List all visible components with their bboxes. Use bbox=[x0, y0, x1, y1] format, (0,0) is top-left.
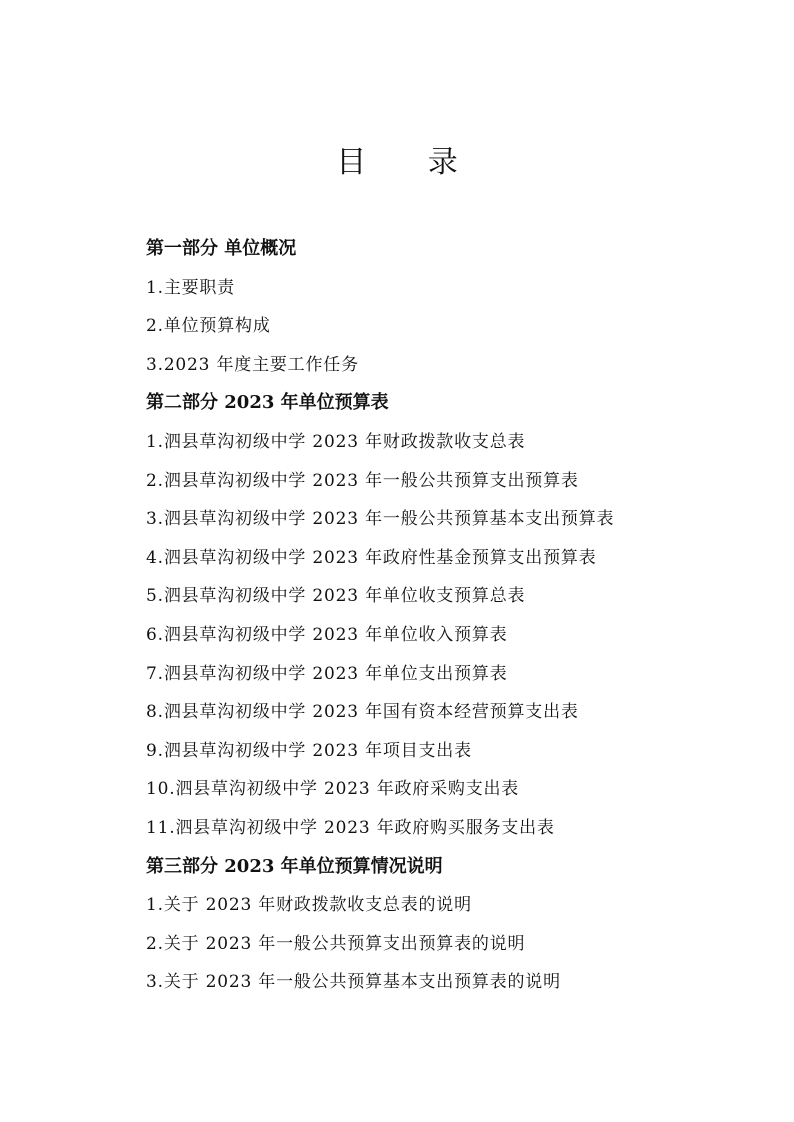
toc-entry[interactable]: 11.泗县草沟初级中学 2023 年政府购买服务支出表 bbox=[146, 817, 555, 838]
section-heading[interactable]: 第一部分 单位概况 bbox=[146, 238, 297, 259]
section-heading[interactable]: 第三部分 2023 年单位预算情况说明 bbox=[146, 855, 443, 877]
toc-entry[interactable]: 10.泗县草沟初级中学 2023 年政府采购支出表 bbox=[146, 779, 520, 800]
toc-section-part-one bbox=[146, 230, 766, 384]
page-title: 目 录 bbox=[336, 145, 484, 180]
toc-entry[interactable]: 2.单位预算构成 bbox=[146, 316, 271, 337]
toc-entry[interactable]: 8.泗县草沟初级中学 2023 年国有资本经营预算支出表 bbox=[146, 702, 579, 723]
toc-entry[interactable]: 1.关于 2023 年财政拨款收支总表的说明 bbox=[146, 895, 472, 916]
toc-entry[interactable]: 7.泗县草沟初级中学 2023 年单位支出预算表 bbox=[146, 663, 508, 684]
toc-entry[interactable]: 3.泗县草沟初级中学 2023 年一般公共预算基本支出预算表 bbox=[146, 509, 615, 530]
toc-entry[interactable]: 3.2023 年度主要工作任务 bbox=[146, 354, 359, 375]
toc-section-part-two bbox=[146, 384, 766, 847]
toc-entry[interactable]: 6.泗县草沟初级中学 2023 年单位收入预算表 bbox=[146, 624, 508, 645]
toc-entry[interactable]: 4.泗县草沟初级中学 2023 年政府性基金预算支出预算表 bbox=[146, 547, 597, 568]
toc-section-part-three bbox=[146, 848, 766, 1002]
toc-entry[interactable]: 2.关于 2023 年一般公共预算支出预算表的说明 bbox=[146, 933, 526, 954]
table-of-contents bbox=[146, 230, 766, 1002]
toc-entry[interactable]: 1.泗县草沟初级中学 2023 年财政拨款收支总表 bbox=[146, 431, 526, 452]
toc-entry[interactable]: 2.泗县草沟初级中学 2023 年一般公共预算支出预算表 bbox=[146, 470, 579, 491]
section-heading[interactable]: 第二部分 2023 年单位预算表 bbox=[146, 392, 389, 414]
toc-entry[interactable]: 9.泗县草沟初级中学 2023 年项目支出表 bbox=[146, 740, 472, 761]
toc-entry[interactable]: 3.关于 2023 年一般公共预算基本支出预算表的说明 bbox=[146, 972, 561, 993]
toc-entry[interactable]: 1.主要职责 bbox=[146, 277, 236, 298]
toc-entry[interactable]: 5.泗县草沟初级中学 2023 年单位收支预算总表 bbox=[146, 586, 526, 607]
